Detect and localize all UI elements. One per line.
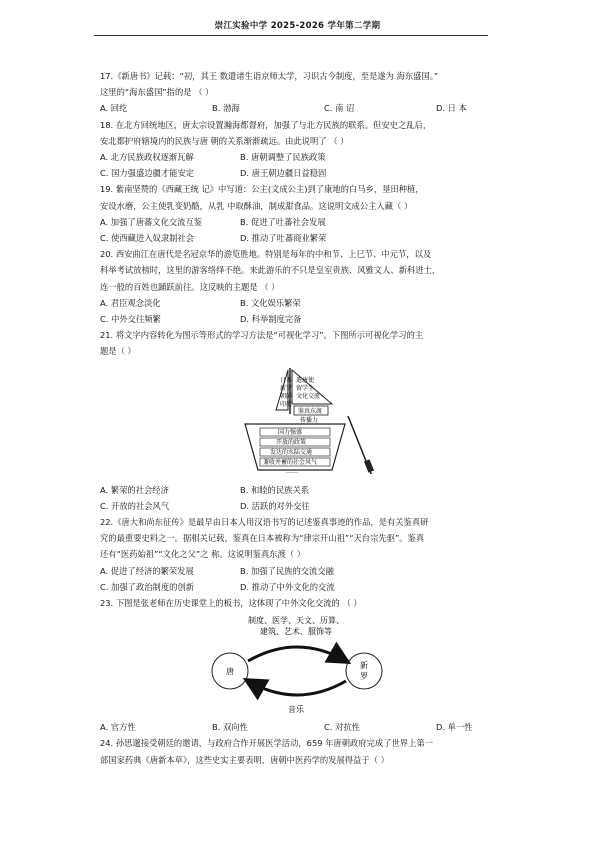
option-d[interactable]: D. 推动了吐蕃商业繁荣 <box>240 233 327 244</box>
option-c[interactable]: C. 南 诏 <box>324 103 355 114</box>
question-24 <box>100 735 494 767</box>
question-18 <box>100 117 494 182</box>
sail-left-label-3: 朝鲜 <box>280 392 293 400</box>
question-22-line-1: 22.《唐大和尚东征传》是最早由日本人用汉语书写的记述鉴真事迹的作品，是有关鉴真研 <box>100 517 429 528</box>
question-23-line-1: 23. 下图是张老师在历史课堂上的板书，这体现了中外文化交流的 （ ） <box>100 598 362 609</box>
question-22-line-3: 还有“医药始祖”“文化之父”之 称。这说明鉴真东渡（ ） <box>100 549 306 560</box>
question-19 <box>100 181 494 246</box>
question-21-line-1: 21. 将文字内容转化为图示等形式的学习方法是“可视化学习”。下图所示可视化学习的主 <box>100 330 424 341</box>
flag-bottom-label: 传播力 <box>300 416 319 424</box>
option-a[interactable]: A. 北方民族政权逐渐瓦解 <box>100 152 194 163</box>
option-b[interactable]: B. 和睦的民族关系 <box>240 484 310 495</box>
arrow-silla-to-tang <box>248 681 346 695</box>
question-23-figure <box>100 613 494 717</box>
page-header: 崇江实验中学 2025-2026 学年第二学期 <box>214 21 381 31</box>
question-21 <box>100 327 494 514</box>
option-d[interactable]: D. 科举制度完备 <box>240 314 302 325</box>
question-18-options <box>100 149 494 181</box>
exchange-diagram <box>100 613 494 717</box>
silla-circle <box>346 653 382 689</box>
question-17-line-2: 这里的“海东盛国”指的是 （ ） <box>100 87 214 98</box>
option-a[interactable]: A. 回纥 <box>100 103 128 114</box>
sail-right-label-2: 留学生 <box>296 384 315 392</box>
question-19-line-2: 安设水磨，公主使乳变奶酪，从乳 中取酥油，制成甜食品。这说明文成公主入藏（ ） <box>100 200 413 211</box>
sail-left-label-1: 日本 <box>280 376 293 384</box>
silla-label-2: 罗 <box>360 672 368 682</box>
hull-row-1: 国力强盛 <box>278 428 303 436</box>
exchange-top-line-2: 建筑、艺术、服饰等 <box>260 627 332 637</box>
question-20 <box>100 246 494 327</box>
option-a[interactable]: A. 繁荣的社会经济 <box>100 484 169 495</box>
question-19-options <box>100 214 494 246</box>
option-d[interactable]: D. 唐王朝边疆日益稳固 <box>240 168 327 179</box>
option-a[interactable]: A. 加强了唐蕃文化交流互鉴 <box>100 216 203 227</box>
arrow-tang-to-silla <box>248 647 346 661</box>
option-b[interactable]: B. 唐朝调整了民族政策 <box>240 152 326 163</box>
question-18-line-1: 18. 在北方回统地区，唐太宗设置瀚海都督府，加强了与北方民族的联系。但安史之乱后， <box>100 119 432 130</box>
exchange-bottom-label: 音乐 <box>288 705 304 715</box>
option-a[interactable]: A. 君臣观念淡化 <box>100 297 161 308</box>
question-21-options <box>100 482 494 514</box>
header-rule <box>94 35 488 36</box>
option-a[interactable]: A. 官方性 <box>100 722 136 733</box>
silla-label-1: 新 <box>360 661 368 671</box>
question-18-line-2: 安北都护府辖境内的民族与唐 朝的关系渐渐疏远。由此说明了 （ ） <box>100 135 349 146</box>
sail-right-label-3: 文化交流 <box>296 392 321 400</box>
option-a[interactable]: A. 促进了经济的繁荣发展 <box>100 565 194 576</box>
question-22 <box>100 514 494 595</box>
question-23 <box>100 595 494 735</box>
oar-blade <box>364 459 374 472</box>
option-c[interactable]: C. 国力强盛边疆才能安定 <box>100 168 195 179</box>
hull-row-4: 兼收并蓄的社会风气 <box>263 458 318 466</box>
sail-right-label-1: 遣唐使 <box>296 376 315 384</box>
option-d[interactable]: D. 推动了中外文化的交流 <box>240 581 335 592</box>
option-b[interactable]: B. 渤海 <box>212 103 240 114</box>
question-19-line-1: 19. 紫南坚赞的《西藏王统 记》中写道：公主(文成公主)到了康地的白马乡，垦田种植， <box>100 184 424 195</box>
option-b[interactable]: B. 促进了吐蕃社会发展 <box>240 216 326 227</box>
question-20-line-3: 连一般的百姓也踊跃前往。这反映的主题是 （ ） <box>100 281 280 292</box>
option-d[interactable]: D. 单一性 <box>436 722 473 733</box>
exchange-top-line-1: 制度、医学、天文、历算、 <box>248 616 344 626</box>
question-22-options <box>100 563 494 595</box>
option-c[interactable]: C. 开放的社会风气 <box>100 500 170 511</box>
hull-row-5: …… <box>286 467 298 474</box>
option-c[interactable]: C. 中外交往频繁 <box>100 314 161 325</box>
option-b[interactable]: B. 加强了民族的交流交融 <box>240 565 334 576</box>
question-23-options <box>100 719 494 735</box>
question-20-line-1: 20. 西安曲江在唐代是名冠京华的游览胜地。特别是每年的中和节、上巳节、中元节，以及 <box>100 249 432 260</box>
question-list <box>100 68 494 768</box>
option-c[interactable]: C. 使西藏进入奴隶制社会 <box>100 233 195 244</box>
hull-row-2: 开放的政策 <box>276 438 307 446</box>
option-b[interactable]: B. 文化娱乐繁荣 <box>240 297 301 308</box>
option-c[interactable]: C. 加强了政治制度的创新 <box>100 581 195 592</box>
sail-left-label-2: 新罗 <box>280 384 293 392</box>
sailboat-diagram <box>100 364 494 474</box>
question-24-line-2: 部国家药典《唐新本草》，这些史实主要表明，唐朝中医药学的发展得益于（ ） <box>100 754 389 765</box>
sail-left-label-4: 印度 <box>280 400 293 408</box>
question-20-line-2: 科举考试放榜时，这里的游客络绎不绝。来此游乐的不只是皇室贵族、风雅文人、新科进士， <box>100 265 441 276</box>
hull-row-3: 发达的水陆交通 <box>270 448 313 456</box>
option-c[interactable]: C. 对抗性 <box>324 722 360 733</box>
flag-mid-label: 鉴真东渡 <box>298 407 323 415</box>
question-20-options <box>100 295 494 327</box>
question-17-line-1: 17.《新唐书》记载：“初，其王 数遣诸生诣京师太学，习识古今制度，至是遂为 海东盛国。” <box>100 71 439 81</box>
tang-label: 唐 <box>226 667 234 677</box>
question-22-line-2: 究的最重要史料之一。据相关记载，鉴真在日本被称为“律宗开山祖”“天台宗先驱”。鉴真 <box>100 533 425 544</box>
question-21-figure <box>100 364 494 474</box>
question-21-line-2: 题是（ ） <box>100 346 136 357</box>
option-d[interactable]: D. 活跃的对外交往 <box>240 500 310 511</box>
question-17 <box>100 68 494 117</box>
option-b[interactable]: B. 双向性 <box>212 722 248 733</box>
question-17-options <box>100 100 494 116</box>
option-d[interactable]: D. 日 本 <box>436 103 467 114</box>
question-24-line-1: 24. 孙思邈接受朝廷的邀请，与政府合作开展医学活动，659 年唐朝政府完成了世界上第一 <box>100 738 433 749</box>
